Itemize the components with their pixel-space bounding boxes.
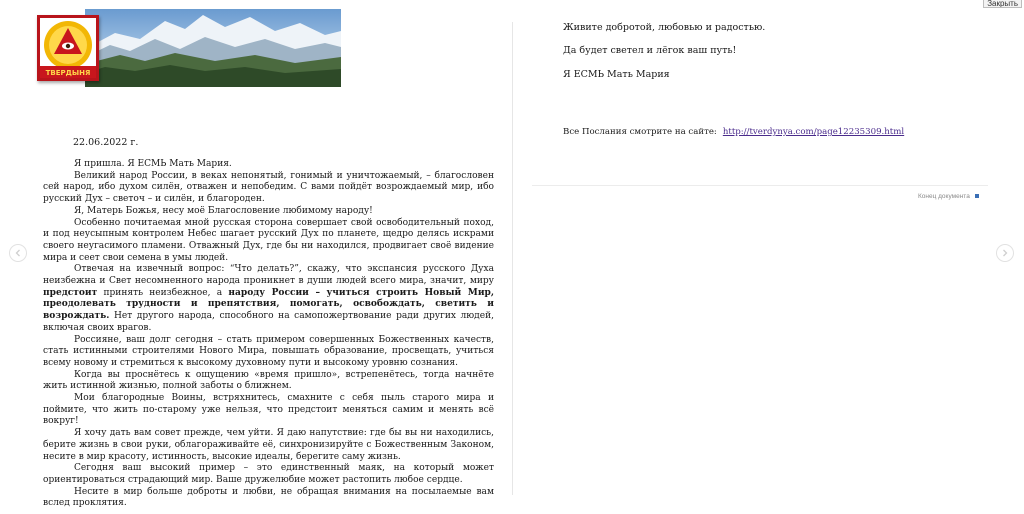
paragraph-text: Особенно почитаемая мной русская сторона совершает свой освободительный поход, и под неусыпным контролем Небес шагает русский Дух по планете, щедро делясь искрами своего неугасимого пламени. Отважный Дух, где бы ни находился, продвигает своё видение мира и сеет свои семена в умы людей. [43,217,494,263]
paragraph-text: принять неизбежное, а [97,287,229,298]
paragraph-text: Мои благородные Воины, встряхнитесь, смахните с себя пыль старого мира и поймите, что жить по-старому уже нельзя, что предстоит меняться самим и менять всё вокруг! [43,393,494,427]
paragraph-text: Когда вы проснётесь к ощущению «время пришло», встрепенётесь, тогда начнёте жить истинной жизнью, полной заботы о ближнем. [43,369,494,392]
paragraph-text: Я хочу дать вам совет прежде, чем уйти. Я даю напутствие: где бы вы ни находились, берите жизнь в свои руки, облагораживайте её, синхронизируйте с Божественным Законом, несите в мир красоту, истинность, высокие идеалы, берегите саму жизнь. [43,428,494,462]
site-reference-label: Все Послания смотрите на сайте: [563,127,717,137]
paragraph [43,487,494,510]
paragraph [43,171,494,206]
close-button[interactable]: Закрыть [983,0,1022,8]
tverdynya-logo [37,15,99,81]
bold-text: предстоит [43,287,98,298]
next-page-button[interactable] [996,244,1014,262]
bold-text: народу России – учиться строить Новый Мир, преодолевать трудности и препятствия, помогать, освобождать, светить и возрождать. [43,287,495,322]
paragraph [43,159,494,171]
document-end-label: Конец документа [918,193,970,200]
previous-page-button[interactable] [9,244,27,262]
signature-line: Я ЕСМЬ Мать Мария [563,69,670,80]
chevron-right-icon [1001,249,1009,257]
paragraph [43,428,494,463]
paragraph-text: Нет другого народа, способного на самопожертвование ради других людей, включая своих врагов. [43,311,494,333]
paragraph [43,264,494,334]
paragraph-text: Я пришла. Я ЕСМЬ Мать Мария. [74,159,232,169]
paragraph-text: Сегодня ваш высокий пример – это единственный маяк, на который может ориентироваться страдающий мир. Ваше дружелюбие может растопить любое сердце. [43,463,494,485]
paragraph [43,393,494,428]
document-date: 22.06.2022 г. [73,137,139,148]
site-reference [563,127,904,137]
paragraph-text: Отвечая на извечный вопрос: “Что делать?”, скажу, что экспансия русского Духа неизбежна и Свет несомненного народа проникнет в души людей всего мира, значит, миру [43,264,494,287]
document-end-marker [918,193,979,200]
paragraph [43,206,494,218]
mountain-landscape-image [85,9,341,87]
paragraph [43,463,494,486]
message-body [43,159,494,510]
paragraph-text: Несите в мир больше доброты и любви, не обращая внимания на посылаемые вам вслед проклятия. [43,486,494,509]
paragraph-text: Великий народ России, в веках непонятый, гонимый и уничтожаемый, – благословен сей народ, ибо духом силён, отважен и непобедим. С вами пойдёт возрождаемый мир, ибо русский Дух – светоч – и силён, и благороден. [43,170,494,205]
site-link[interactable]: http://tverdynya.com/page12235309.html [722,127,905,137]
paragraph-text: Россияне, ваш долг сегодня – стать примером совершенных Божественных качеств, стать истинными строителями Нового Мира, повышать образование, просвещать, учиться всему новому и стремиться к высокому духовному пути и высокому уровню сознания. [43,334,494,368]
paragraph [43,218,494,265]
end-square-icon [975,194,979,198]
logo-text: ТВЕРДЫНЯ [45,69,91,77]
paragraph [43,335,494,370]
paragraph [43,370,494,393]
chevron-left-icon [14,249,22,257]
page-divider [512,22,513,495]
closing-line-1: Живите добротой, любовью и радостью. [563,22,766,33]
end-separator [532,185,988,186]
closing-line-2: Да будет светел и лёгок ваш путь! [563,45,737,56]
paragraph-text: Я, Матерь Божья, несу моё Благословение любимому народу! [74,205,373,216]
